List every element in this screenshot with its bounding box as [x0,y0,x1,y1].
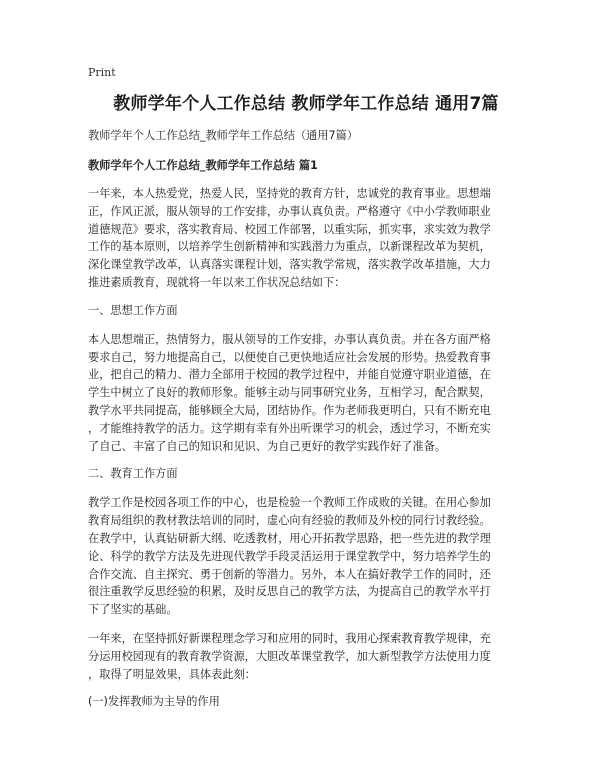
paragraph-line: 业，把自己的精力、潜力全部用于校园的教学过程中，并能自觉遵守职业道德，在 [88,368,491,382]
paragraph-line: 下了坚实的基础。 [88,603,178,617]
paragraph-line: 推进素质教育，现就将一年以来工作状况总结如下： [88,275,346,289]
paragraph-line: 了自己、丰富了自己的知识和见识、为自己更好的教学实践作好了准备。 [88,439,447,453]
paragraph-line: ，才能维持教学的活力。这学期有幸有外出听课学习的机会，透过学习，不断充实 [88,421,491,435]
year-summary-paragraph [88,630,524,683]
document-subtitle: 教师学年个人工作总结_教师学年工作总结（通用7篇） [88,129,359,142]
print-label: Print [88,66,116,79]
paragraph-line: 道德规范》要求，落实教育局、校园工作部署，以重实际，抓实事，求实效为教学 [88,222,491,236]
paragraph-line: 教育局组织的教材教法培训的同时，虚心向有经验的教师及外校的同行讨教经验。 [88,514,491,528]
paragraph-line: 要求自己，努力地提高自己，以便使自己更快地适应社会发展的形势。热爱教育事 [88,350,491,364]
paragraph-line: 深化课堂教学改革，认真落实课程计划，落实教学常规，落实教学改革措施，大力 [88,258,491,272]
education-work-paragraph [88,494,524,619]
thought-work-paragraph [88,331,524,456]
paragraph-line: 一年来，本人热爱党，热爱人民，坚持党的教育方针，忠诚党的教育事业。思想端 [88,187,491,200]
paragraph-line: 学生中树立了良好的教师形象。能够主动与同事研究业务，互相学习，配合默契， [88,386,491,400]
paragraph-line: 教学工作是校园各项工作的中心，也是检验一个教师工作成败的关键。在用心参加 [88,496,491,510]
intro-paragraph [88,185,524,292]
paragraph-line: 论、科学的教学方法及先进现代教学手段灵活运用于课堂教学中，努力培养学生的 [88,549,491,563]
paragraph-line: 教学水平共同提高，能够顾全大局，团结协作。作为老师我更明白，只有不断充电 [88,403,491,417]
paragraph-line: 很注重教学反思经验的积累，及时反思自己的教学方法，为提高自己的教学水平打 [88,585,491,599]
paragraph-line: 合作交流、自主探究、勇于创新的等潜力。另外，本人在搞好教学工作的同时，还 [88,567,491,581]
paragraph-line: 分运用校园现有的教育教学资源，大胆改革课堂教学，加大新型教学方法使用力度 [88,649,491,663]
paragraph-line: 在教学中，认真钻研新大纲、吃透教材，用心开拓教学思路，把一些先进的教学理 [88,531,491,545]
paragraph-line: 本人思想端正，热情努力，服从领导的工作安排，办事认真负责。并在各方面严格 [88,332,491,346]
paragraph-line: 正，作风正派，服从领导的工作安排，办事认真负责。严格遵守《中小学教师职业 [88,204,491,218]
heading-education-work: 二、教育工作方面 [88,467,178,481]
paragraph-line: 一年来，在坚持抓好新课程理念学习和应用的同时，我用心探索教育教学规律，充 [88,631,491,645]
heading-thought-work: 一、思想工作方面 [88,303,178,317]
paragraph-line: ，取得了明显效果，具体表此刻： [88,667,256,681]
paragraph-line: 工作的基本原则，以培养学生创新精神和实践潜力为重点，以新课程改革为契机， [88,240,491,254]
document-page [88,66,524,722]
heading-teacher-role: (一)发挥教师为主导的作用 [88,695,220,709]
document-title: 教师学年个人工作总结 教师学年工作总结 通用7篇 [113,94,499,114]
section-title: 教师学年个人工作总结_教师学年工作总结 篇1 [88,159,318,172]
